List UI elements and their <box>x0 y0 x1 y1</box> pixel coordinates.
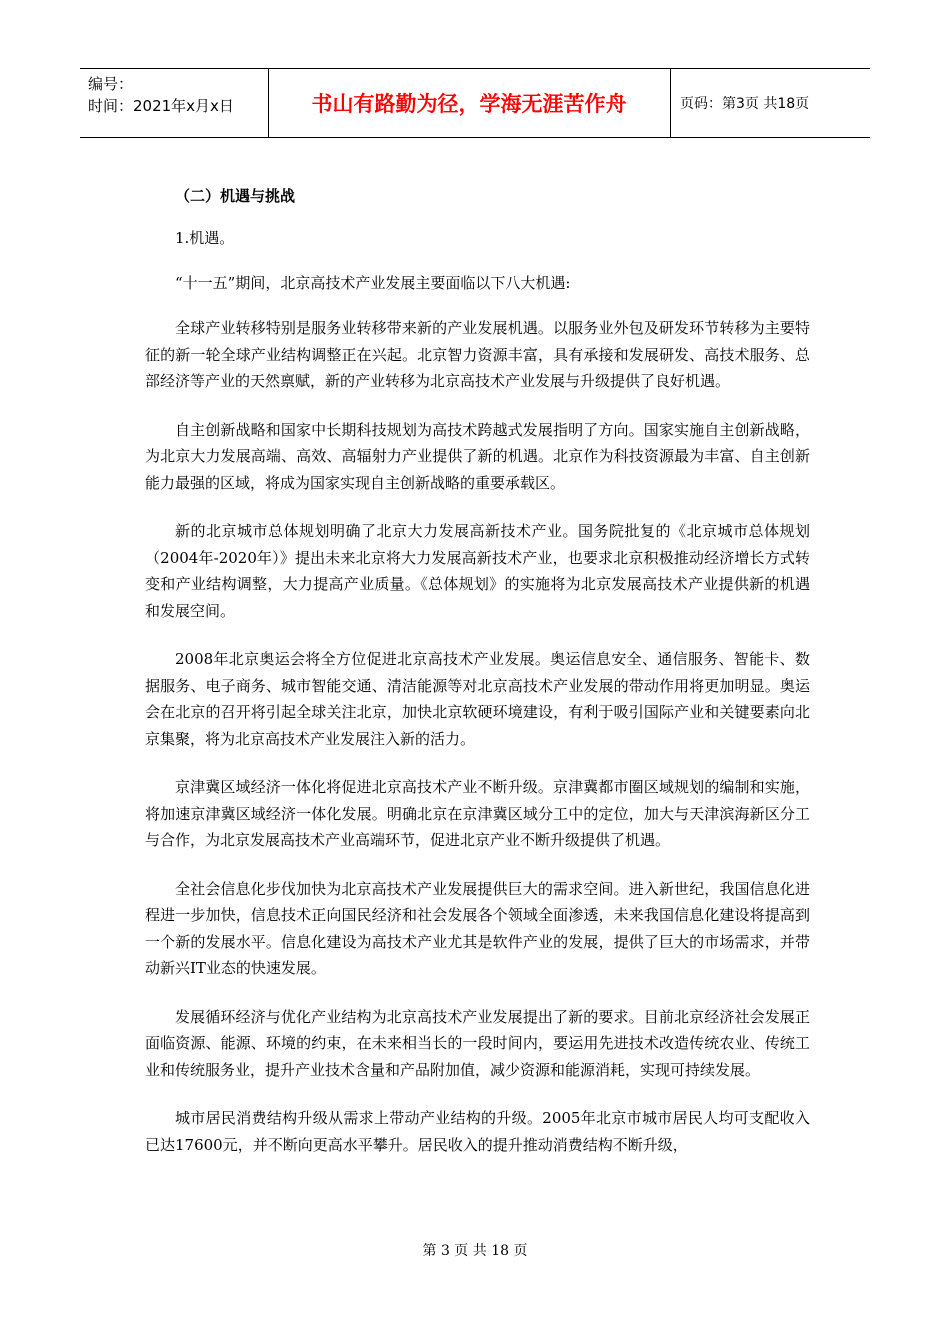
paragraph: 2008年北京奥运会将全方位促进北京高技术产业发展。奥运信息安全、通信服务、智能卡、数据服务、电子商务、城市智能交通、清洁能源等对北京高技术产业发展的带动作用将更加明显。奥运会在北京的召开将引起全球关注北京，加快北京软硬环境建设，有利于吸引国际产业和关键要素向北京集聚，将为北京高技术产业发展注入新的活力。 <box>145 650 810 748</box>
header-meta <box>88 73 234 117</box>
subsection-title: 1.机遇。 <box>175 229 235 247</box>
document-date: 时间：2021年x月x日 <box>88 97 234 115</box>
document-number: 编号： <box>88 75 134 93</box>
paragraph: 城市居民消费结构升级从需求上带动产业结构的升级。2005年北京市城市居民人均可支配收入已达17600元，并不断向更高水平攀升。居民收入的提升推动消费结构不断升级， <box>145 1109 810 1154</box>
page-footer: 第 3 页 共 18 页 <box>422 1243 528 1259</box>
header-page-number: 页码：第3页 共18页 <box>680 96 810 112</box>
paragraph: 全球产业转移特别是服务业转移带来新的产业发展机遇。以服务业外包及研发环节转移为主要特征的新一轮全球产业结构调整正在兴起。北京智力资源丰富，具有承接和发展研发、高技术服务、总部经济等产业的天然禀赋，新的产业转移为北京高技术产业发展与升级提供了良好机遇。 <box>145 319 810 390</box>
paragraph: 自主创新战略和国家中长期科技规划为高技术跨越式发展指明了方向。国家实施自主创新战略，为北京大力发展高端、高效、高辐射力产业提供了新的机遇。北京作为科技资源最为丰富、自主创新能力最强的区域，将成为国家实现自主创新战略的重要承载区。 <box>145 420 810 492</box>
document-body <box>145 180 810 1180</box>
page-header <box>80 68 870 138</box>
intro-paragraph: “十一五”期间，北京高技术产业发展主要面临以下八大机遇: <box>175 274 571 292</box>
paragraph: 京津冀区域经济一体化将促进北京高技术产业不断升级。京津冀都市圈区域规划的编制和实施，将加速京津冀区域经济一体化发展。明确北京在京津冀区域分工中的定位，加大与天津滨海新区分工与合作，为北京发展高技术产业高端环节，促进北京产业不断升级提供了机遇。 <box>145 778 810 849</box>
paragraph: 发展循环经济与优化产业结构为北京高技术产业发展提出了新的要求。目前北京经济社会发展正面临资源、能源、环境的约束，在未来相当长的一段时间内，要运用先进技术改造传统农业、传统工业和传统服务业，提升产业技术含量和产品附加值，减少资源和能源消耗，实现可持续发展。 <box>145 1007 810 1079</box>
paragraph: 新的北京城市总体规划明确了北京大力发展高新技术产业。国务院批复的《北京城市总体规划（2004年-2020年）》提出未来北京将大力发展高新技术产业，也要求北京积极推动经济增长方式转变和产业结构调整，大力提高产业质量。《总体规划》的实施将为北京发展高技术产业提供新的机遇和发展空间。 <box>145 522 810 620</box>
header-motto: 书山有路勤为径，学海无涯苦作舟 <box>311 92 627 116</box>
section-title: （二）机遇与挑战 <box>175 187 296 205</box>
paragraph: 全社会信息化步伐加快为北京高技术产业发展提供巨大的需求空间。进入新世纪，我国信息化进程进一步加快，信息技术正向国民经济和社会发展各个领域全面渗透，未来我国信息化建设将提高到一个新的发展水平。信息化建设为高技术产业尤其是软件产业的发展，提供了巨大的市场需求，并带动新兴IT业态的快速发展。 <box>145 879 810 977</box>
